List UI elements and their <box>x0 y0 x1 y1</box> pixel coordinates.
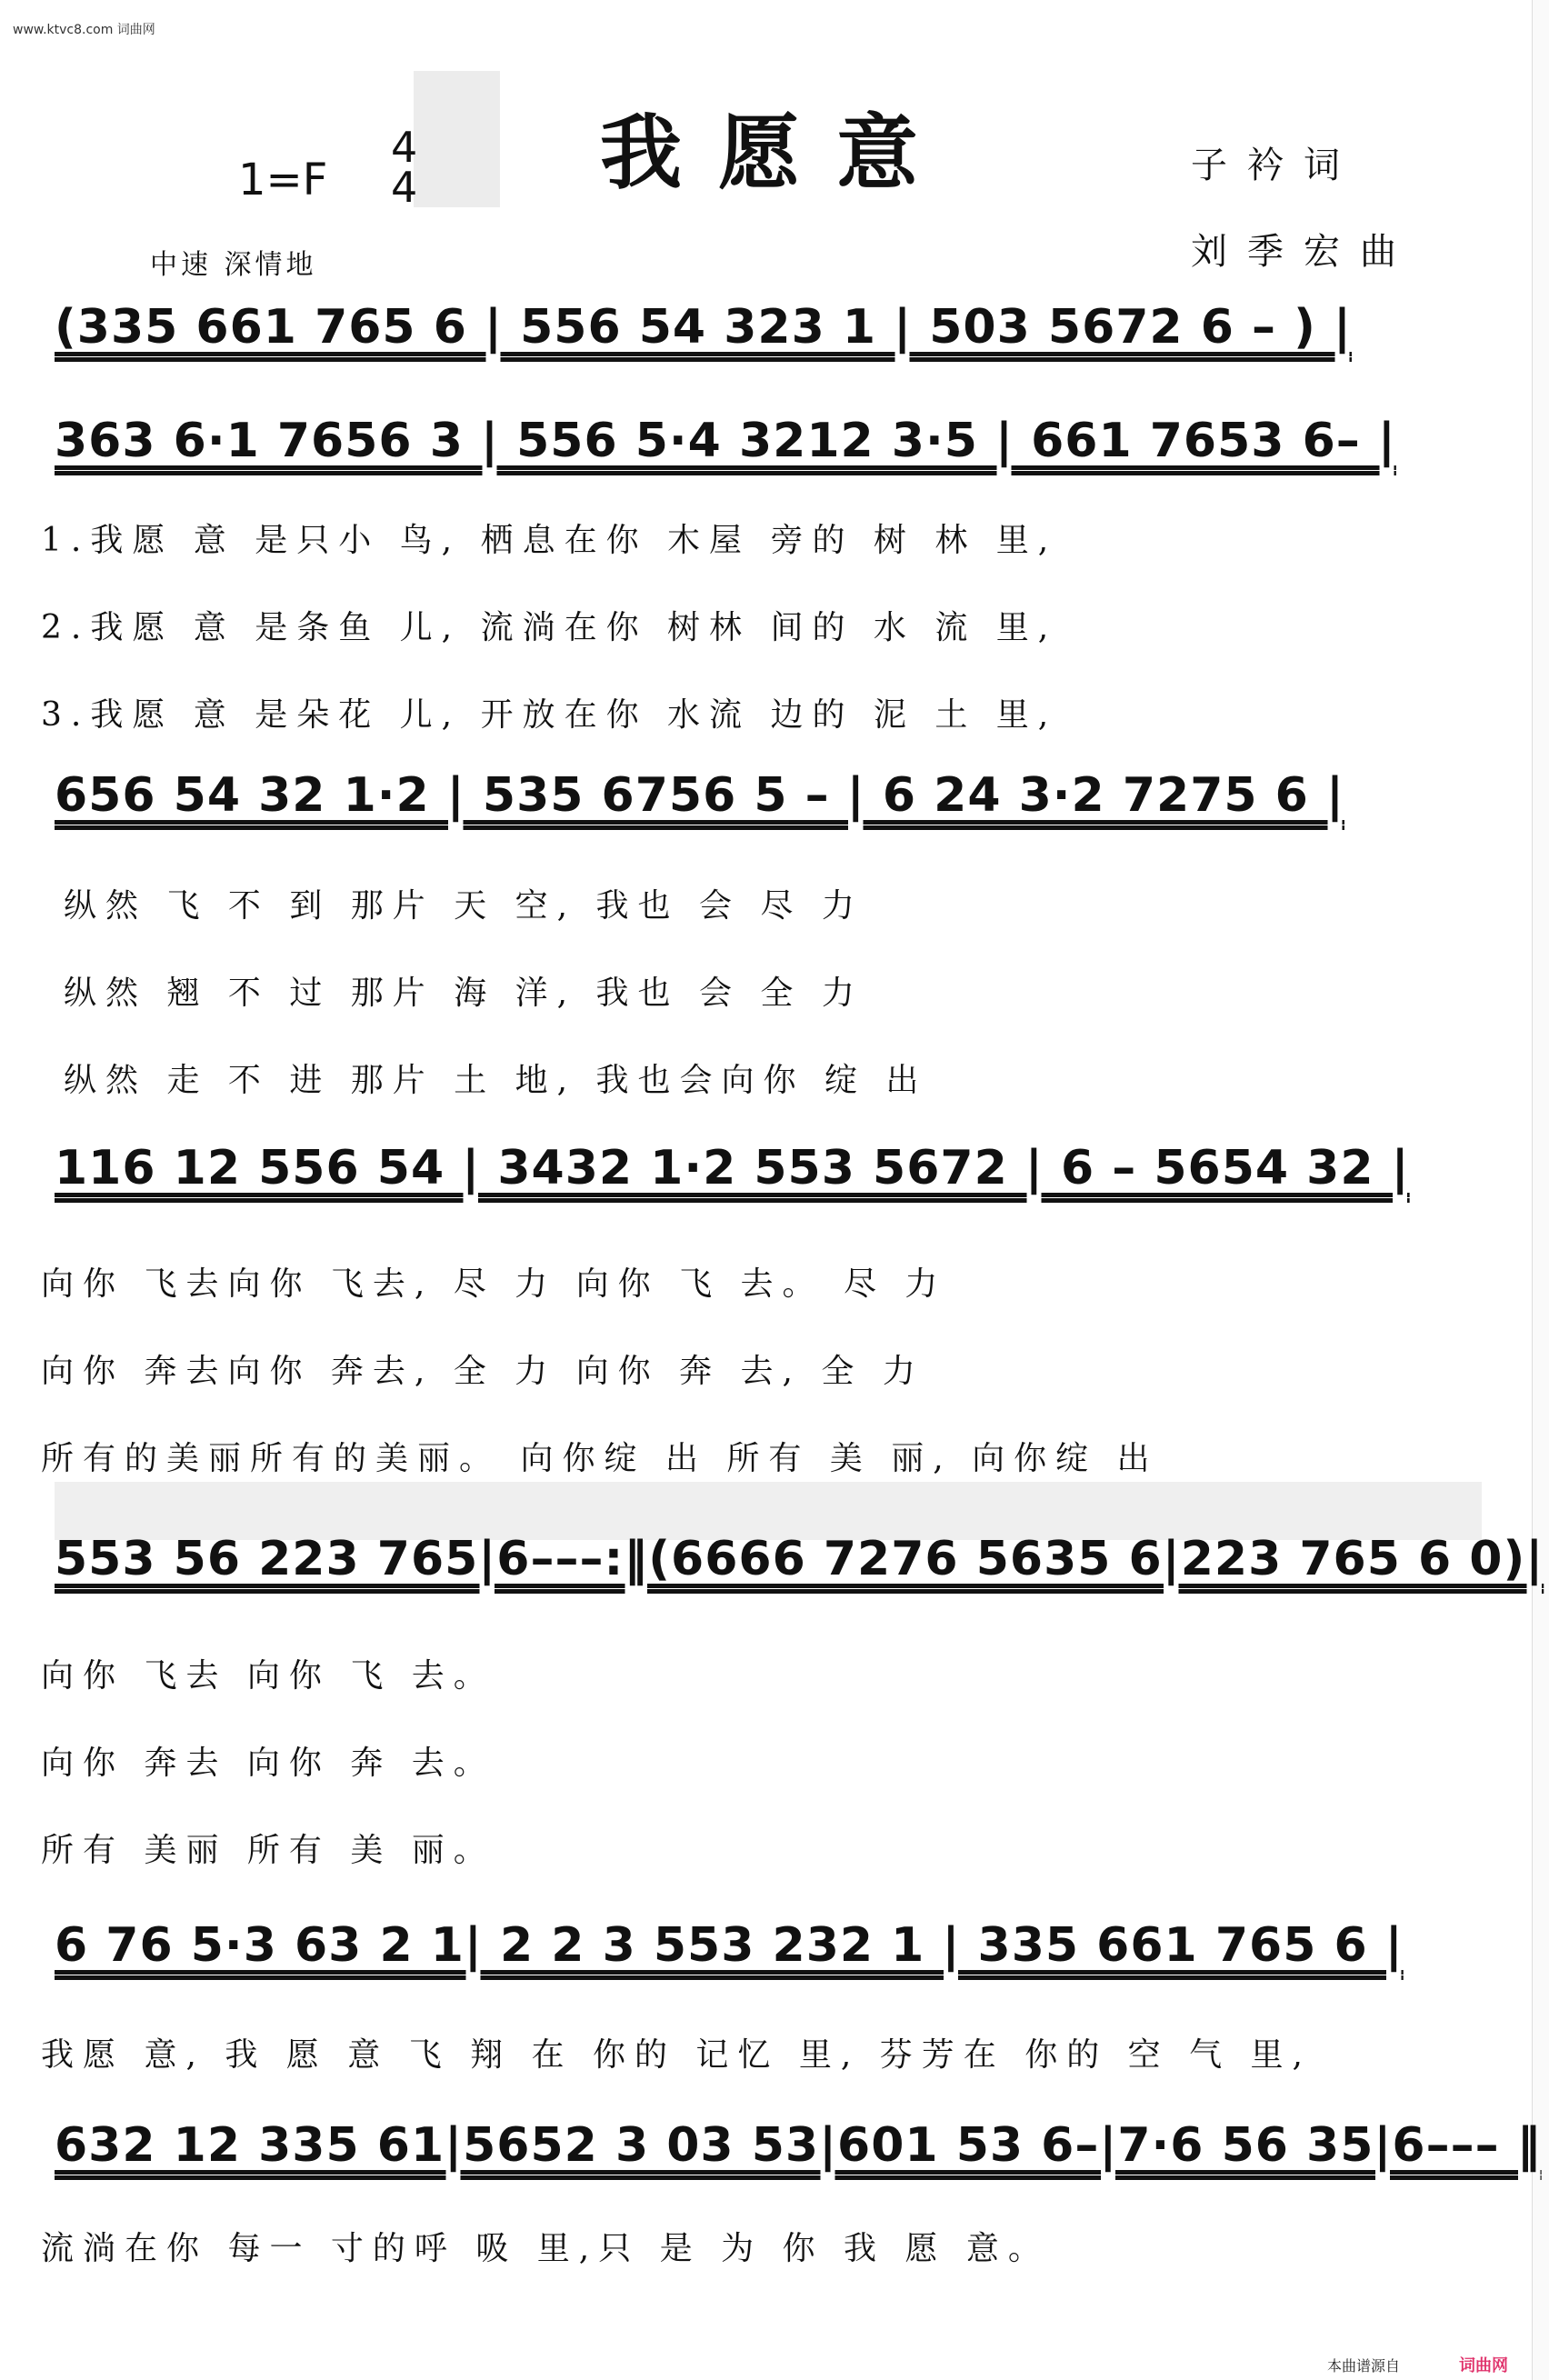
lyric-line: 向你 奔去向你 奔去, 全 力 向你 奔 去, 全 力 <box>41 1353 924 1390</box>
lyric-line: 纵然 走 不 进 那片 土 地, 我也会向你 绽 出 <box>64 1062 928 1099</box>
lyric-line: 向你 飞去向你 飞去, 尽 力 向你 飞 去。 尽 力 <box>41 1265 947 1303</box>
lyric-line: 纵然 翘 不 过 那片 海 洋, 我也 会 全 力 <box>64 975 864 1012</box>
lyric-line: 向你 飞去 向你 飞 去。 <box>41 1657 495 1695</box>
site-logo[interactable]: 词曲网 <box>1459 2356 1508 2375</box>
watermark-strip <box>1532 0 1549 2380</box>
lyric-line: 3.我愿 意 是朵花 儿, 开放在你 水流 边的 泥 土 里, <box>41 696 1058 734</box>
notation-line: 553 56 223 765|6–––:‖(6666 7276 5635 6|223 765 6 0)| <box>55 1532 1544 1586</box>
lyric-line: 纵然 飞 不 到 那片 天 空, 我也 会 尽 力 <box>64 887 864 925</box>
lyric-line: 2.我愿 意 是条鱼 儿, 流淌在你 树林 间的 水 流 里, <box>41 609 1058 646</box>
title-decoration <box>414 71 500 207</box>
key-signature: 1=F <box>238 155 328 205</box>
notation-line: (335 661 765 6 | 556 54 323 1 | 503 5672 6 – ) | <box>55 300 1352 355</box>
notation-line: 656 54 32 1·2 | 535 6756 5 – | 6 24 3·2 7275 6 | <box>55 768 1344 823</box>
lyricist-credit: 子衿词 <box>1191 145 1360 186</box>
song-title: 我愿意 <box>600 105 954 201</box>
notation-line: 632 12 335 61|5652 3 03 53|601 53 6–|7·6 56 35|6––– ‖ <box>55 2118 1542 2173</box>
lyric-line: 向你 奔去 向你 奔 去。 <box>41 1745 495 1782</box>
notation-line: 363 6·1 7656 3 | 556 5·4 3212 3·5 | 661 7653 6– | <box>55 414 1396 468</box>
lyric-line: 所有的美丽所有的美丽。 向你绽 出 所有 美 丽, 向你绽 出 <box>41 1440 1159 1477</box>
lyric-line: 我愿 意, 我 愿 意 飞 翔 在 你的 记忆 里, 芬芳在 你的 空 气 里, <box>41 2036 1312 2074</box>
lyric-line: 流淌在你 每一 寸的呼 吸 里,只 是 为 你 我 愿 意。 <box>41 2230 1050 2267</box>
site-url: www.ktvc8.com 词曲网 <box>13 23 155 37</box>
lyric-line: 1.我愿 意 是只小 鸟, 栖息在你 木屋 旁的 树 林 里, <box>41 522 1058 559</box>
tempo-marking: 中速 深情地 <box>150 249 317 281</box>
time-signature: 4 4 <box>391 123 418 212</box>
notation-line: 116 12 556 54 | 3432 1·2 553 5672 | 6 – 5654 32 | <box>55 1141 1410 1195</box>
composer-credit: 刘季宏曲 <box>1191 231 1416 273</box>
source-note: 本曲谱源自 <box>1327 2357 1401 2375</box>
lyric-line: 所有 美丽 所有 美 丽。 <box>41 1832 495 1869</box>
notation-line: 6 76 5·3 63 2 1| 2 2 3 553 232 1 | 335 661 765 6 | <box>55 1918 1404 1973</box>
